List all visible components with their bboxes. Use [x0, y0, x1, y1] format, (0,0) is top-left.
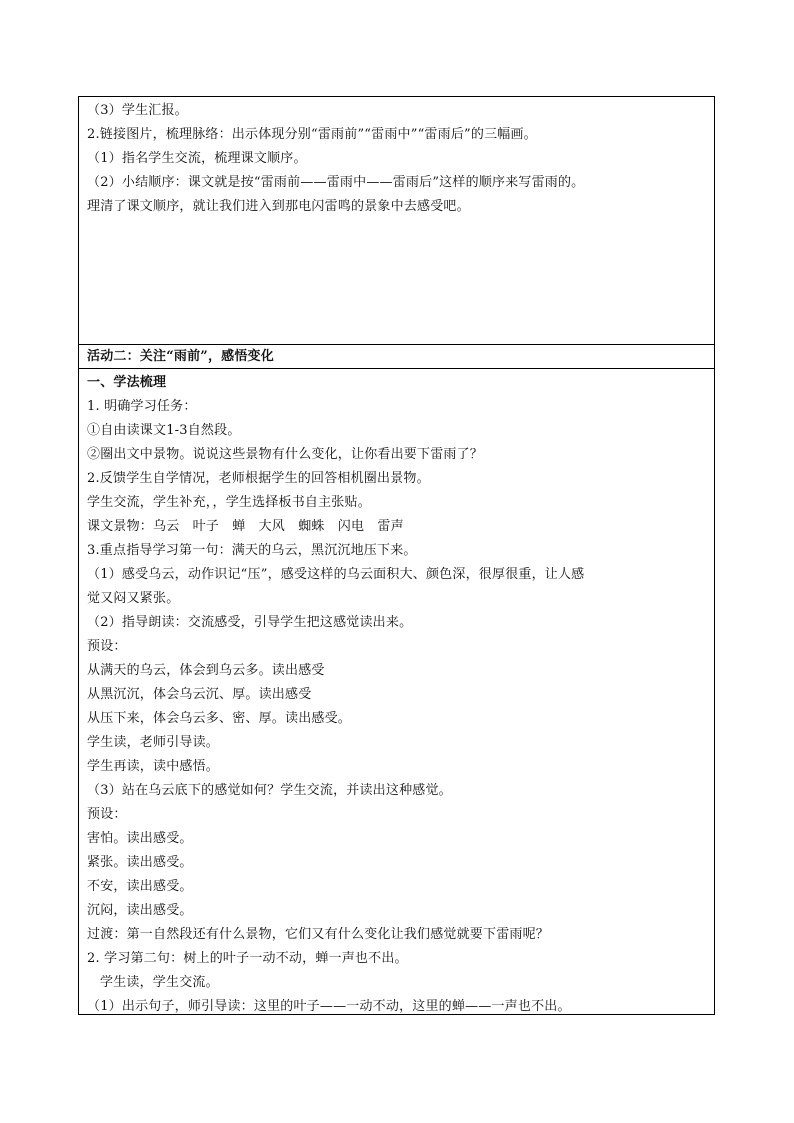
table-cell-activity-heading: [78, 345, 715, 369]
text-line: 觉又闷又紧张。: [87, 591, 180, 606]
text-line: 学生交流，学生补充，，学生选择板书自主张贴。: [87, 495, 371, 510]
text-line: 3.重点指导学习第一句：满天的乌云，黑沉沉地压下来。: [87, 543, 417, 558]
text-line: 从压下来，体会乌云多、密、厚。读出感受。: [87, 711, 352, 726]
text-line: 理清了课文顺序，就让我们进入到那电闪雷鸣的景象中去感受吧。: [87, 199, 470, 214]
text-line: 课文景物：乌云 叶子 蝉 大风 蜘蛛 闪电 雷声: [87, 519, 404, 534]
text-line: 学生读，老师引导读。: [87, 735, 220, 750]
section-heading: 一、学法梳理: [87, 375, 167, 390]
text-line: 害怕。读出感受。: [87, 831, 193, 846]
text-line: 不安，读出感受。: [87, 879, 193, 894]
text-line: 2. 学习第二句：树上的叶子一动不动，蝉一声也不出。: [87, 951, 408, 966]
text-line: 2.反馈学生自学情况，老师根据学生的回答相机圈出景物。: [87, 471, 430, 486]
text-line: （3）学生汇报。: [87, 103, 188, 118]
text-line: 从黑沉沉，体会乌云沉、厚。读出感受: [87, 687, 312, 702]
text-line: （1）感受乌云，动作识记“压”，感受这样的乌云面积大、颜色深，很厚很重，让人感: [87, 567, 585, 582]
table-cell-activity-content: [78, 369, 715, 1015]
text-line: （1）指名学生交流，梳理课文顺序。: [87, 151, 307, 166]
text-line: 2.链接图片，梳理脉络：出示体现分别“雷雨前”“雷雨中”“雷雨后”的三幅画。: [87, 127, 537, 142]
text-line: 学生再读，读中感悟。: [87, 759, 220, 774]
text-line: （1）出示句子，师引导读：这里的叶子——一动不动，这里的蝉——一声也不出。: [87, 999, 571, 1014]
text-line: 从满天的乌云，体会到乌云多。读出感受: [87, 663, 325, 678]
text-line: 预设：: [87, 639, 127, 654]
text-line: （2）小结顺序：课文就是按“雷雨前——雷雨中——雷雨后”这样的顺序来写雷雨的。: [87, 175, 585, 190]
text-line: （2）指导朗读：交流感受，引导学生把这感觉读出来。: [87, 615, 413, 630]
text-line: 过渡：第一自然段还有什么景物，它们又有什么变化让我们感觉就要下雷雨呢？: [87, 927, 550, 942]
text-line: 学生读，学生交流。: [100, 975, 219, 990]
text-line: 沉闷，读出感受。: [87, 903, 193, 918]
lesson-plan-table: [78, 96, 715, 1015]
text-line: 预设：: [87, 807, 127, 822]
text-line: 紧张。读出感受。: [87, 855, 193, 870]
activity-heading: 活动二：关注“雨前”，感悟变化: [87, 348, 274, 364]
table-cell-process: [78, 96, 715, 345]
text-line: （3）站在乌云底下的感觉如何？学生交流，并读出这种感觉。: [87, 783, 452, 798]
text-line: ②圈出文中景物。说说这些景物有什么变化，让你看出要下雷雨了？: [87, 447, 484, 462]
text-line: 1. 明确学习任务：: [87, 399, 197, 414]
text-line: ①自由读课文1-3自然段。: [87, 423, 241, 438]
